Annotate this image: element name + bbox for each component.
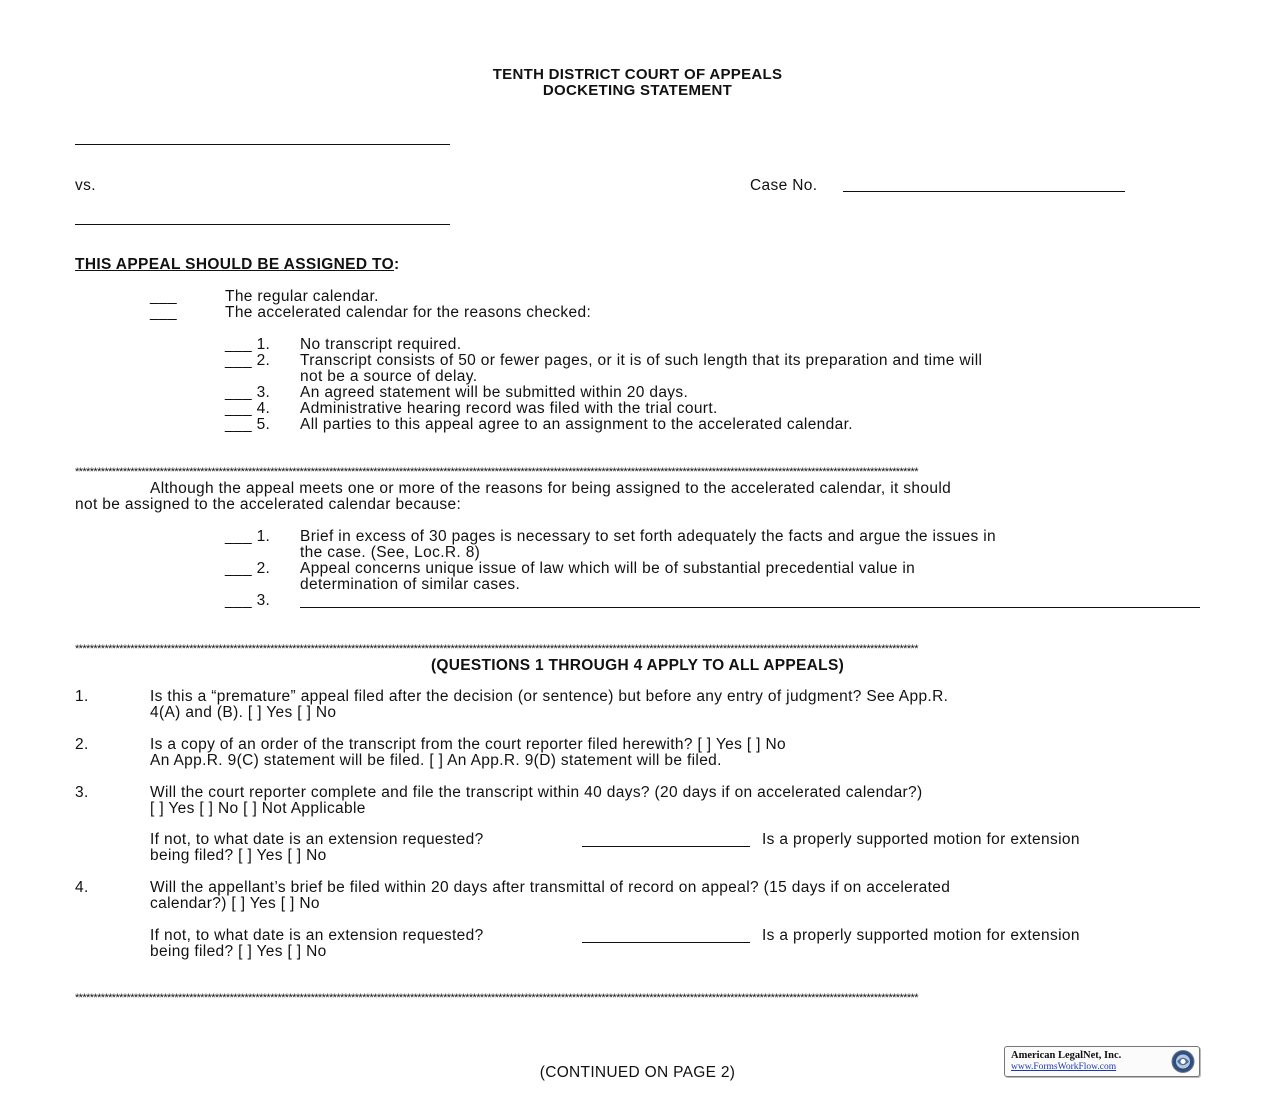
questions-heading: (QUESTIONS 1 THROUGH 4 APPLY TO ALL APPEALS): [430, 657, 845, 674]
question-2-number: 2.: [75, 736, 89, 753]
case-number-line[interactable]: [843, 191, 1125, 192]
separator-stars-3: *************************************************************************************************************************************************************************************************************************************: [75, 992, 918, 1004]
exception-paragraph-line1: Although the appeal meets one or more of the reasons for being assigned to the accelerated calendar, it should: [150, 480, 952, 497]
question-3-extension-prompt: If not, to what date is an extension requested?: [150, 831, 484, 848]
question-4-motion-options[interactable]: being filed? [ ] Yes [ ] No: [150, 943, 327, 960]
exception-1-text-cont: the case. (See, Loc.R. 8): [300, 544, 481, 561]
american-legalnet-logo[interactable]: [1004, 1046, 1200, 1077]
logo-website-link[interactable]: www.FormsWorkFlow.com: [1011, 1062, 1117, 1072]
question-1-number: 1.: [75, 688, 89, 705]
question-4-options[interactable]: calendar?) [ ] Yes [ ] No: [150, 895, 320, 912]
reason-4-text: Administrative hearing record was filed with the trial court.: [300, 400, 718, 417]
reason-2-text: Transcript consists of 50 or fewer pages, or it is of such length that its preparation and time will: [300, 352, 983, 369]
case-number-label: Case No.: [750, 177, 818, 194]
separator-stars-1: *************************************************************************************************************************************************************************************************************************************: [75, 466, 918, 478]
appellant-name-line[interactable]: [75, 144, 450, 145]
question-4-number: 4.: [75, 879, 89, 896]
reason-1-checkbox[interactable]: ___ 1.: [225, 336, 271, 353]
question-2-statement-options[interactable]: An App.R. 9(C) statement will be filed. [ ] An App.R. 9(D) statement will be filed.: [150, 752, 722, 769]
question-4-extension-date-line[interactable]: [582, 942, 750, 943]
appellee-name-line[interactable]: [75, 224, 450, 225]
question-2-text[interactable]: Is a copy of an order of the transcript from the court reporter filed herewith? [ ] Yes [ ] No: [150, 736, 786, 753]
assignment-heading: [75, 257, 400, 273]
separator-stars-2: *************************************************************************************************************************************************************************************************************************************: [75, 643, 918, 655]
exception-3-checkbox[interactable]: ___ 3.: [225, 592, 271, 609]
globe-icon: [1170, 1049, 1196, 1074]
reason-3-checkbox[interactable]: ___ 3.: [225, 384, 271, 401]
reason-2-checkbox[interactable]: ___ 2.: [225, 352, 271, 369]
assignment-heading-text: THIS APPEAL SHOULD BE ASSIGNED TO: [75, 256, 395, 273]
question-3-motion-options[interactable]: being filed? [ ] Yes [ ] No: [150, 847, 327, 864]
accelerated-calendar-label: The accelerated calendar for the reasons checked:: [225, 304, 592, 321]
question-3-options[interactable]: [ ] Yes [ ] No [ ] Not Applicable: [150, 800, 366, 817]
reason-3-text: An agreed statement will be submitted within 20 days.: [300, 384, 689, 401]
question-1-text: Is this a “premature” appeal filed after the decision (or sentence) but before any entry of judgment? See App.R.: [150, 688, 949, 705]
reason-2-text-cont: not be a source of delay.: [300, 368, 478, 385]
exception-2-text-cont: determination of similar cases.: [300, 576, 521, 593]
document-title: DOCKETING STATEMENT: [542, 82, 733, 99]
exception-1-checkbox[interactable]: ___ 1.: [225, 528, 271, 545]
reason-1-text: No transcript required.: [300, 336, 462, 353]
accelerated-calendar-blank[interactable]: ___: [150, 304, 177, 321]
exception-2-text: Appeal concerns unique issue of law which will be of substantial precedential value in: [300, 560, 916, 577]
court-title: TENTH DISTRICT COURT OF APPEALS: [492, 66, 783, 83]
question-3-number: 3.: [75, 784, 89, 801]
question-3-motion-prompt: Is a properly supported motion for extension: [762, 831, 1080, 848]
question-1-options[interactable]: 4(A) and (B). [ ] Yes [ ] No: [150, 704, 337, 721]
regular-calendar-blank[interactable]: ___: [150, 288, 177, 305]
regular-calendar-label: The regular calendar.: [225, 288, 379, 305]
question-4-motion-prompt: Is a properly supported motion for extension: [762, 927, 1080, 944]
exception-3-other-line[interactable]: [300, 607, 1200, 608]
versus-label: vs.: [75, 177, 96, 194]
assignment-heading-colon: :: [394, 256, 400, 273]
reason-4-checkbox[interactable]: ___ 4.: [225, 400, 271, 417]
reason-5-checkbox[interactable]: ___ 5.: [225, 416, 271, 433]
exception-1-text: Brief in excess of 30 pages is necessary to set forth adequately the facts and argue the issues in: [300, 528, 997, 545]
question-3-text: Will the court reporter complete and file the transcript within 40 days? (20 days if on accelerated calendar?): [150, 784, 923, 801]
question-4-extension-prompt: If not, to what date is an extension requested?: [150, 927, 484, 944]
reason-5-text: All parties to this appeal agree to an assignment to the accelerated calendar.: [300, 416, 853, 433]
exception-paragraph-line2: not be assigned to the accelerated calendar because:: [75, 496, 462, 513]
question-4-text: Will the appellant’s brief be filed within 20 days after transmittal of record on appeal? (15 days if on accelerated: [150, 879, 951, 896]
logo-company-name: American LegalNet, Inc.: [1011, 1050, 1122, 1061]
question-3-extension-date-line[interactable]: [582, 846, 750, 847]
exception-2-checkbox[interactable]: ___ 2.: [225, 560, 271, 577]
continued-note: (CONTINUED ON PAGE 2): [539, 1064, 736, 1081]
